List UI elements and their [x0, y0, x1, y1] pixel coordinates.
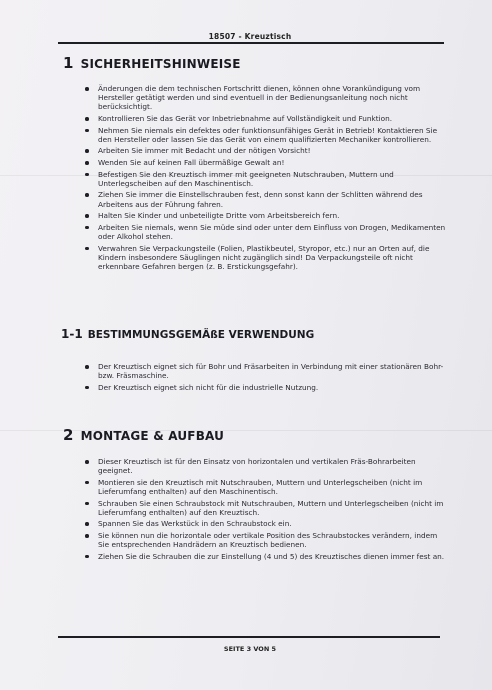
bullet-item: Montieren sie den Kreuztisch mit Nutschrauben, Muttern und Unterlegscheiben (nicht im Lieferumfang enthalten) auf den Maschinentisch.: [85, 478, 447, 496]
section-1-1-list: [85, 362, 447, 394]
section-1-1-title: BESTIMMUNGSGEMÄßE VERWENDUNG: [87, 329, 315, 341]
bullet-item: Der Kreuztisch eignet sich für Bohr und Fräsarbeiten in Verbindung mit einer stationären Bohr- bzw. Fräsmaschine.: [85, 362, 447, 380]
bullet-item: Dieser Kreuztisch ist für den Einsatz von horizontalen und vertikalen Fräs-Bohrarbeiten geeignet.: [85, 457, 447, 475]
bullet-item: Befestigen Sie den Kreuztisch immer mit geeigneten Nutschrauben, Muttern und Unterlegscheiben auf den Maschinentisch.: [85, 170, 447, 188]
section-1-heading: [63, 54, 241, 72]
bullet-item: Kontrollieren Sie das Gerät vor Inbetriebnahme auf Vollständigkeit und Funktion.: [85, 114, 447, 123]
section-1-title: SICHERHEITSHINWEISE: [80, 57, 241, 71]
header-rule: [58, 42, 444, 44]
bullet-item: Arbeiten Sie immer mit Bedacht und der nötigen Vorsicht!: [85, 146, 447, 155]
bullet-item: Nehmen Sie niemals ein defektes oder funktionsunfähiges Gerät in Betrieb! Kontaktieren Sie den Hersteller oder lassen Sie das Gerät von einem qualifizierten Mechaniker kontrollieren.: [85, 126, 447, 144]
section-2-title: MONTAGE & AUFBAU: [80, 429, 225, 443]
section-2-number: 2: [63, 426, 74, 444]
footer-rule: [58, 636, 440, 638]
section-2-heading: [63, 426, 224, 444]
bullet-item: Änderungen die dem technischen Fortschritt dienen, können ohne Vorankündigung vom Hersteller getätigt werden und sind eventuell in der Bedienungsanleitung noch nicht berücksichtigt.: [85, 84, 447, 112]
bullet-item: Arbeiten Sie niemals, wenn Sie müde sind oder unter dem Einfluss von Drogen, Medikamenten oder Alkohol stehen.: [85, 223, 447, 241]
page-number: SEITE 3 VON 5: [223, 645, 277, 653]
section-1-list: [85, 84, 447, 274]
bullet-item: Schrauben Sie einen Schraubstock mit Nutschrauben, Muttern und Unterlegscheiben (nicht im Lieferumfang enthalten) auf den Kreuztisch.: [85, 499, 447, 517]
bullet-item: Verwahren Sie Verpackungsteile (Folien, Plastikbeutel, Styropor, etc.) nur an Orten auf, die Kindern insbesondere Säuglingen nicht zugänglich sind! Da Verpackungsteile oft nicht erkennbare Gefahren bergen (z. B. Erstickungsgefahr).: [85, 244, 447, 272]
bullet-item: Ziehen Sie die Schrauben die zur Einstellung (4 und 5) des Kreuztisches dienen immer fest an.: [85, 552, 447, 561]
bullet-item: Ziehen Sie immer die Einstellschrauben fest, denn sonst kann der Schlitten während des Arbeitens aus der Führung fahren.: [85, 190, 447, 208]
section-2-list: [85, 457, 447, 563]
bullet-item: Sie können nun die horizontale oder vertikale Position des Schraubstockes verändern, indem Sie entsprechenden Handrädern an Kreuztisch bedienen.: [85, 531, 447, 549]
section-1-number: 1: [63, 54, 74, 72]
page-header-title: 18507 - Kreuztisch: [208, 32, 292, 41]
section-1-1-heading: [61, 327, 314, 341]
bullet-item: Spannen Sie das Werkstück in den Schraubstock ein.: [85, 519, 447, 528]
bullet-item: Der Kreuztisch eignet sich nicht für die industrielle Nutzung.: [85, 383, 447, 392]
bullet-item: Wenden Sie auf keinen Fall übermäßige Gewalt an!: [85, 158, 447, 167]
section-1-1-number: 1-1: [61, 327, 83, 341]
bullet-item: Halten Sie Kinder und unbeteiligte Dritte vom Arbeitsbereich fern.: [85, 211, 447, 220]
